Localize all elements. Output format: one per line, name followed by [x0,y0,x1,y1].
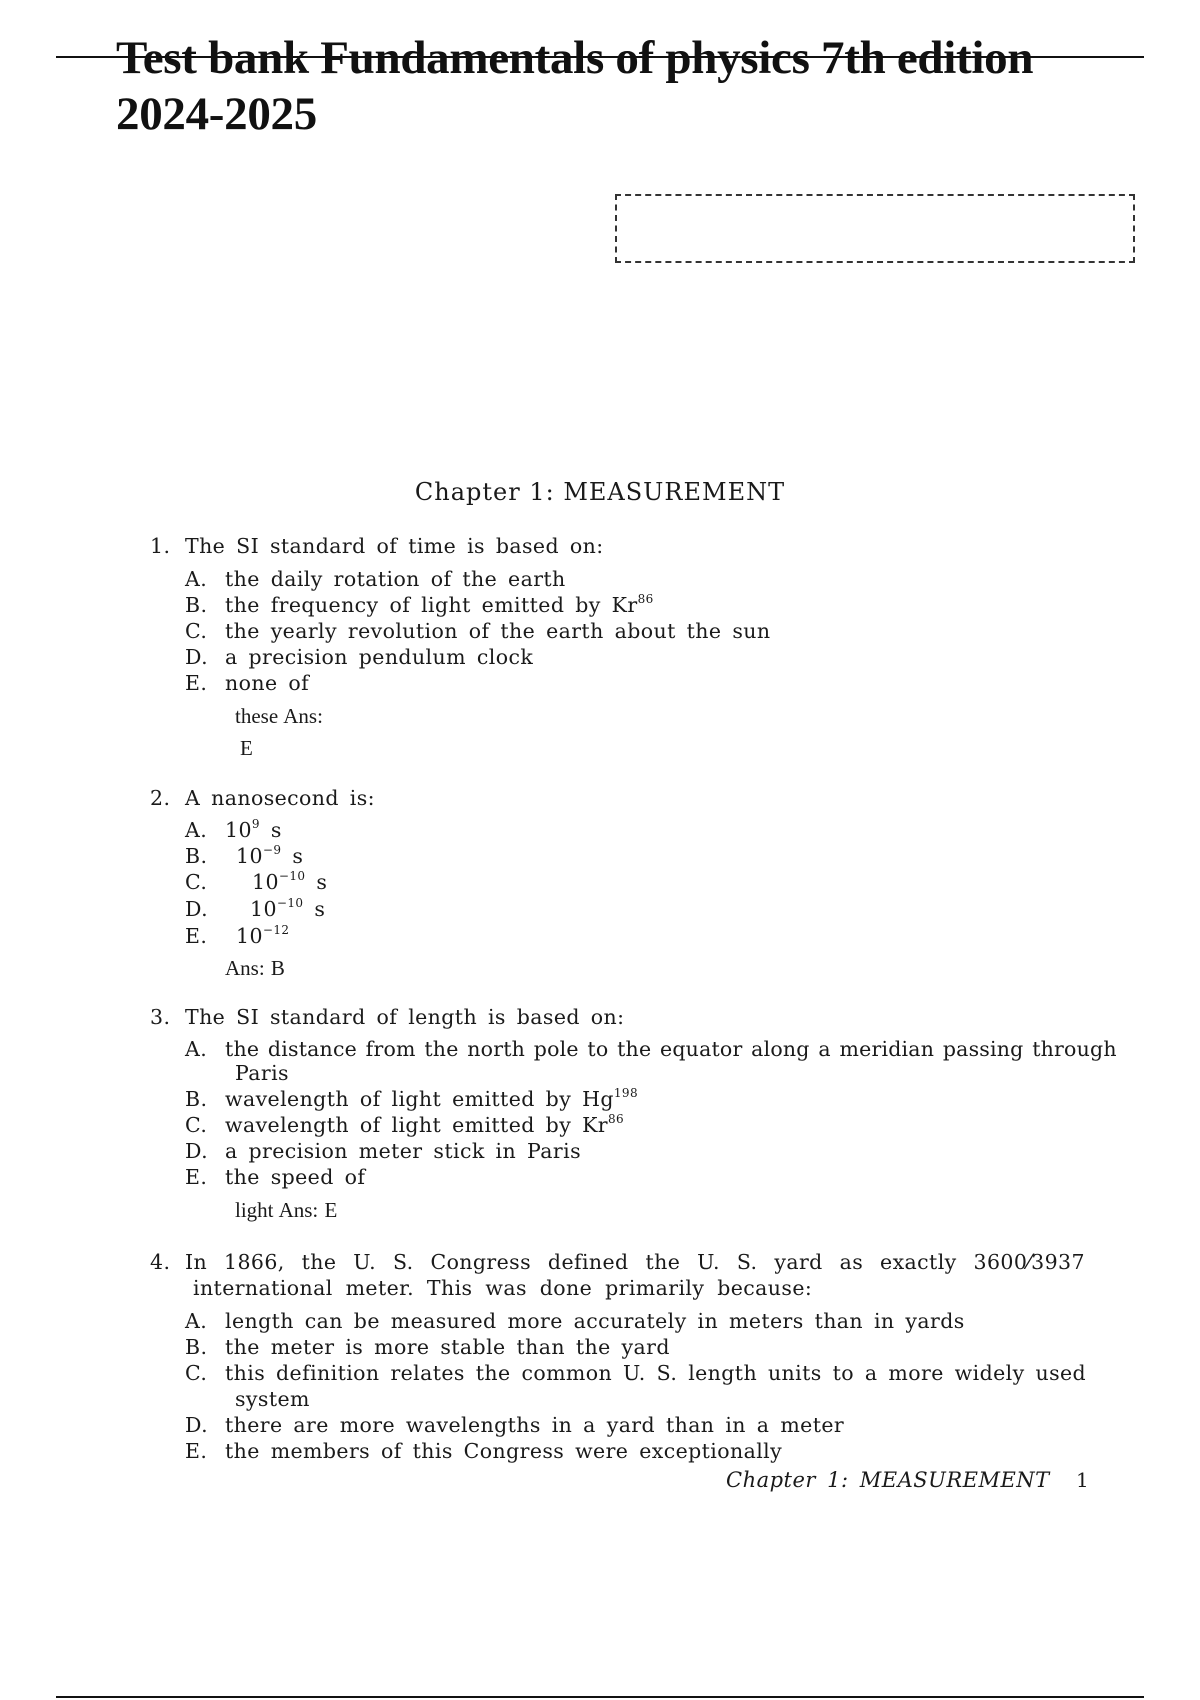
option-letter: A. [185,818,208,842]
question-number: 2. [150,786,171,810]
option-text: there are more wavelengths in a yard than in a meter [225,1413,845,1437]
option-text: a precision meter stick in Paris [225,1139,582,1163]
option-letter: D. [185,1413,209,1437]
option-letter: C. [185,1113,208,1137]
option-text: the members of this Congress were exceptionally [225,1439,783,1463]
option-letter: E. [185,924,208,948]
page-footer-chapter: Chapter 1: MEASUREMENT [726,1468,1050,1492]
answer-line: these Ans: [235,704,323,728]
question-number: 3. [150,1005,171,1029]
option-letter: E. [185,671,208,695]
question-stem: The SI standard of length is based on: [185,1005,625,1029]
option-letter: B. [185,1087,208,1111]
option-text: this definition relates the common U. S. length units to a more widely used [225,1361,1087,1385]
option-text: the yearly revolution of the earth about the sun [225,619,771,643]
option-letter: C. [185,1361,208,1385]
option-letter: E. [185,1439,208,1463]
option-letter: C. [185,870,208,894]
option-text: the distance from the north pole to the equator along a meridian passing through [225,1037,1117,1061]
option-letter: E. [185,1165,208,1189]
answer-value: E [240,736,253,760]
option-text: $10^9$ s [225,817,282,842]
option-text: the frequency of light emitted by Kr$^{86}$ [225,592,654,617]
option-letter: C. [185,619,208,643]
option-letter: A. [185,1309,208,1333]
answer-line: light Ans: E [235,1198,338,1222]
question-number: 1. [150,534,171,558]
superscript: 86 [637,592,654,606]
option-text: the speed of [225,1165,366,1189]
document-title [116,30,1156,142]
option-text: $10^{-9}$ s [236,843,304,868]
question-stem: The SI standard of time is based on: [185,534,604,558]
option-text: wavelength of light emitted by Hg$^{198}$ [225,1086,638,1111]
page-bottom-rule [56,1696,1144,1698]
option-letter: B. [185,844,208,868]
option-letter: D. [185,897,209,921]
title-line-2: 2024-2025 [116,88,317,140]
option-text-continued: Paris [235,1061,289,1085]
option-text-continued: system [235,1387,310,1411]
option-letter: B. [185,1335,208,1359]
option-text: the meter is more stable than the yard [225,1335,670,1359]
question-stem: In 1866, the U. S. Congress defined the U. S. yard as exactly 3600⁄3937 [185,1250,1085,1274]
dashed-placeholder-box [615,194,1135,263]
page-number: 1 [1076,1468,1089,1492]
option-text: wavelength of light emitted by Kr$^{86}$ [225,1112,625,1137]
option-letter: B. [185,593,208,617]
option-text: $10^{-12}$ [236,923,290,948]
question-stem-continued: international meter. This was done primarily because: [193,1276,813,1300]
answer-line: Ans: B [225,956,285,980]
question-number: 4. [150,1250,171,1274]
option-text: none of [225,671,310,695]
title-line-1: Test bank Fundamentals of physics 7th edition [116,32,1034,84]
option-text: the daily rotation of the earth [225,567,566,591]
option-text: $10^{-10}$ s [252,869,328,894]
option-text: $10^{-10}$ s [250,896,326,921]
option-letter: A. [185,567,208,591]
option-text: a precision pendulum clock [225,645,534,669]
option-letter: D. [185,645,209,669]
option-text: length can be measured more accurately in meters than in yards [225,1309,965,1333]
chapter-heading: Chapter 1: MEASUREMENT [414,478,786,506]
option-letter: D. [185,1139,209,1163]
question-stem: A nanosecond is: [185,786,375,810]
option-letter: A. [185,1037,208,1061]
